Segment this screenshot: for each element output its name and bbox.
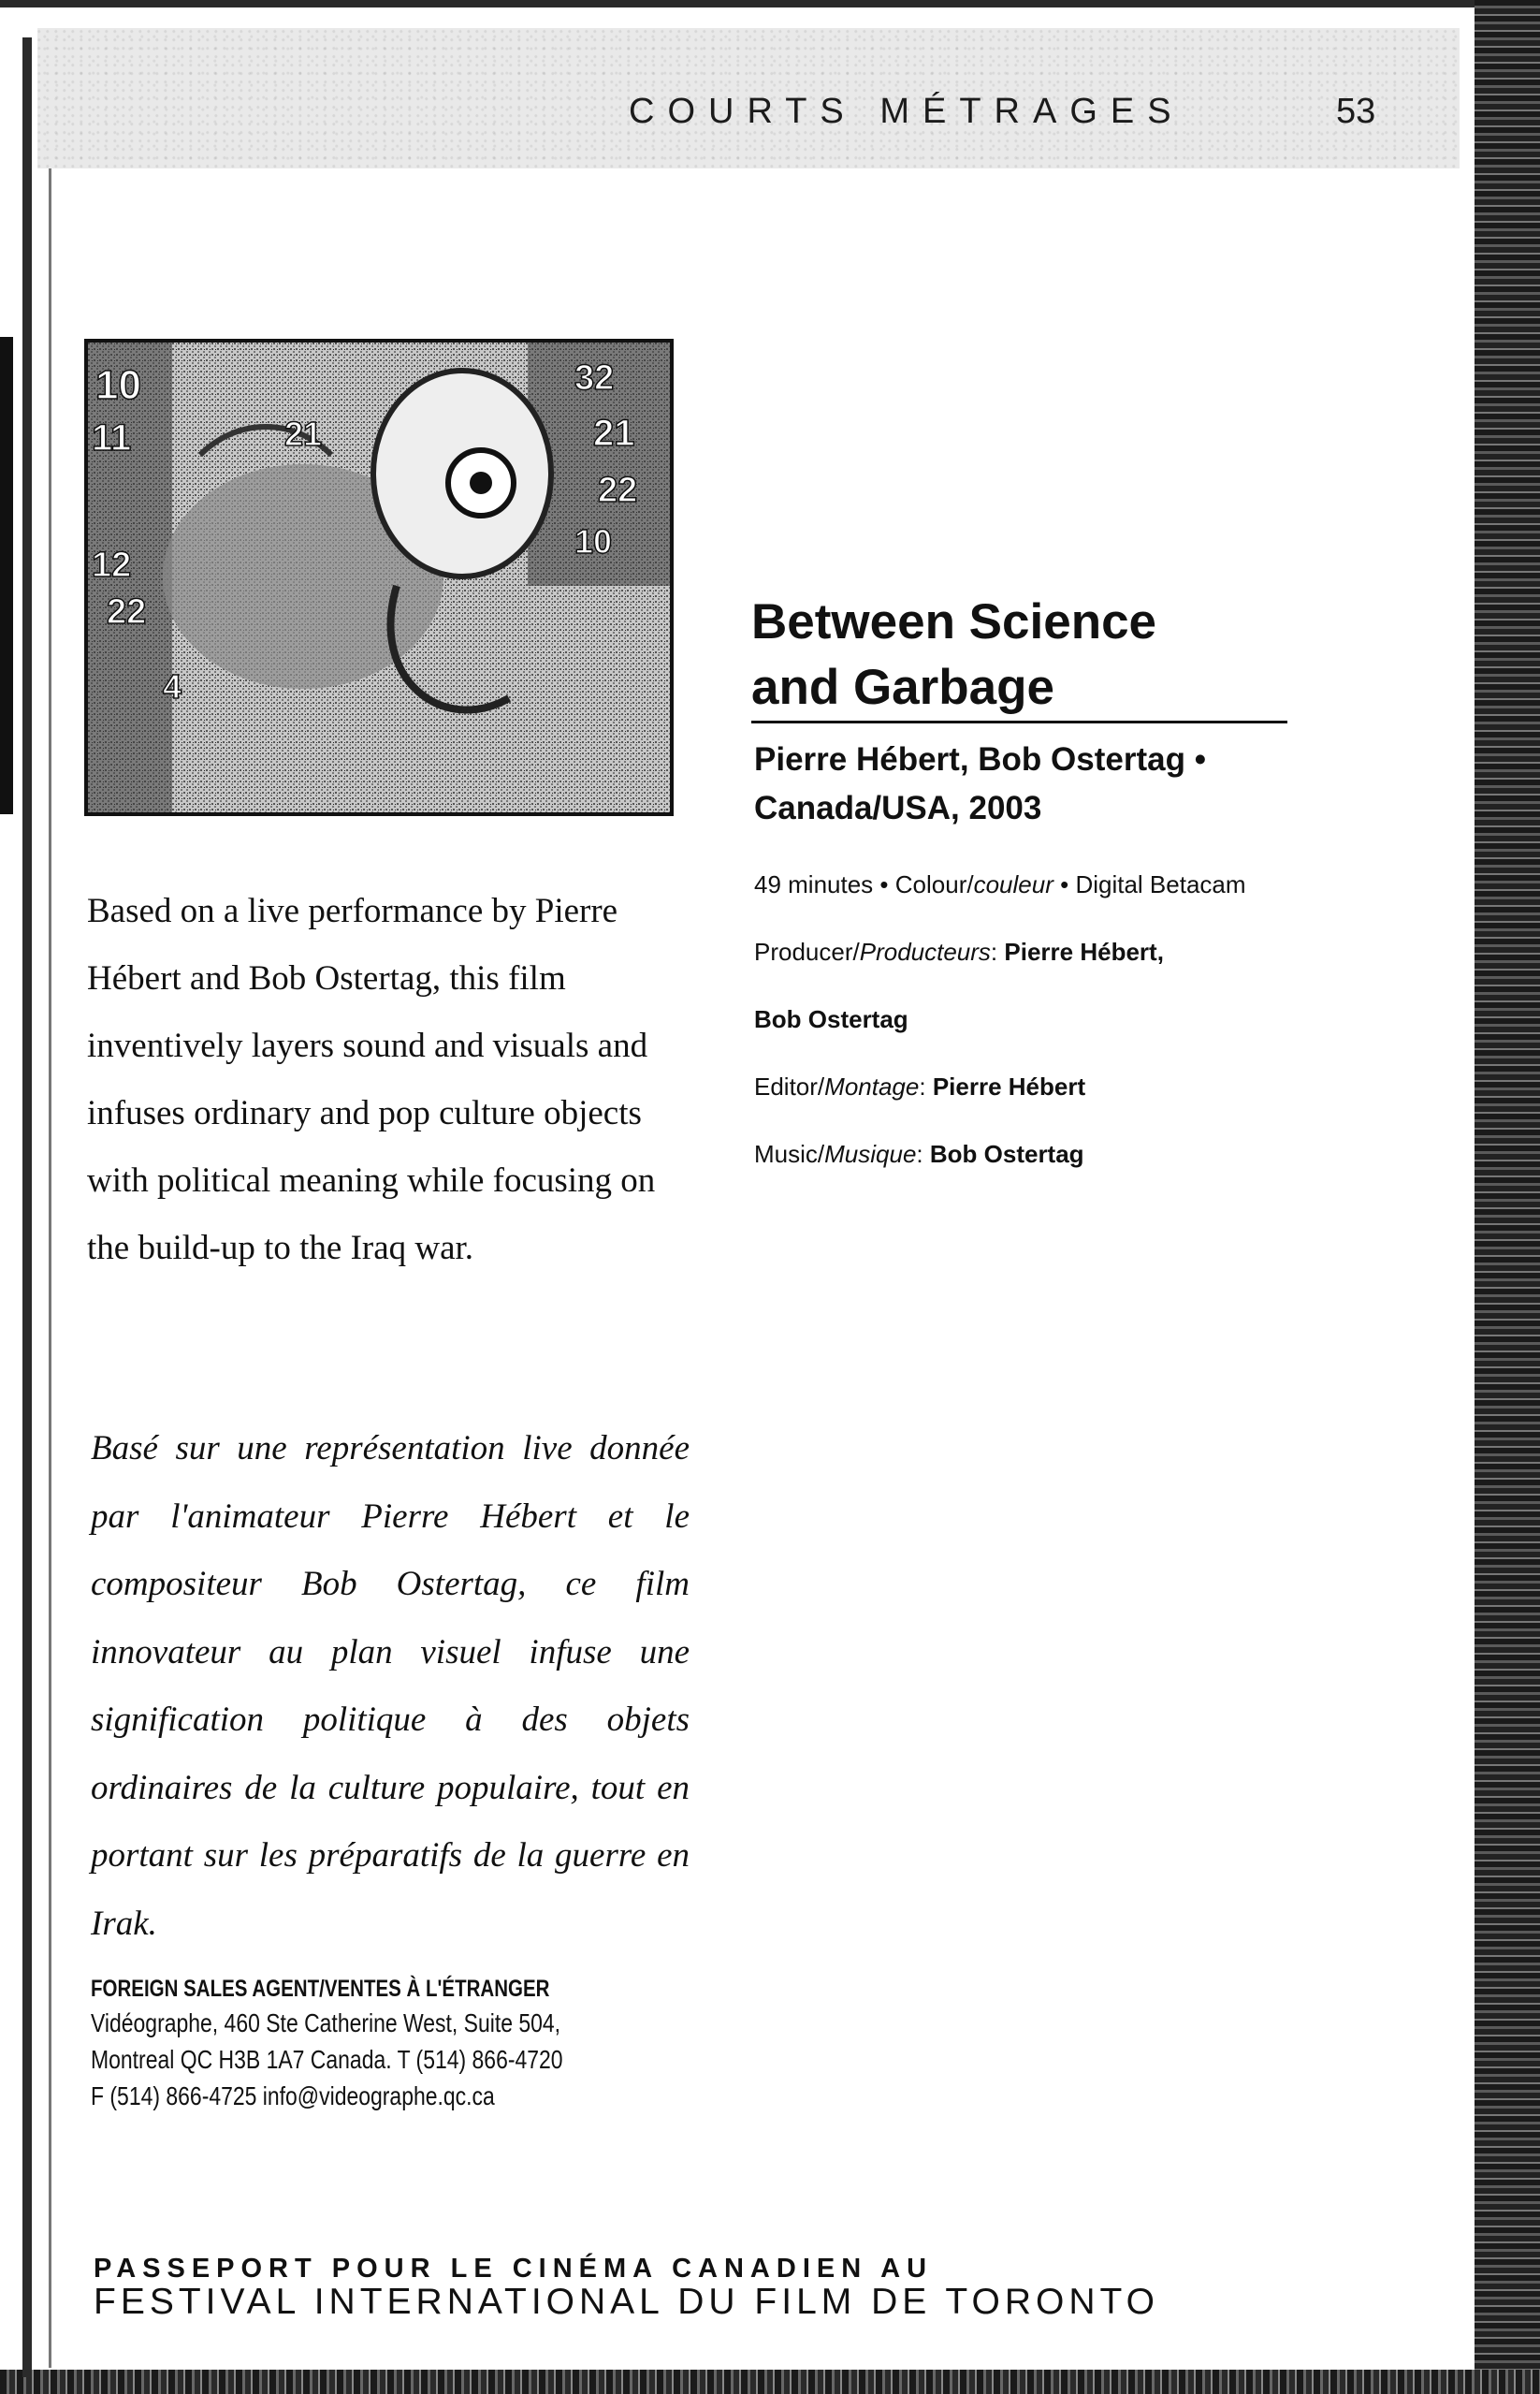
image-number: 21 xyxy=(593,413,635,454)
image-number: 32 xyxy=(574,358,615,398)
sales-address-line-1: Vidéographe, 460 Ste Catherine West, Suite 504, xyxy=(91,2008,561,2037)
music-line xyxy=(754,1140,1084,1169)
producer-label: Producer/ xyxy=(754,938,860,966)
scan-bottom-edge xyxy=(0,2370,1540,2394)
left-inner-rule xyxy=(49,131,51,2368)
colon: : xyxy=(990,938,998,966)
colon: : xyxy=(919,1073,926,1101)
colour-label-fr: couleur xyxy=(973,870,1053,898)
left-edge-block xyxy=(0,337,13,814)
image-number: 4 xyxy=(163,667,182,706)
bullet: • xyxy=(879,870,889,898)
sales-heading: FOREIGN SALES AGENT/VENTES À L'ÉTRANGER xyxy=(91,1976,550,2002)
foreign-sales-agent xyxy=(91,1973,671,2114)
editor-line xyxy=(754,1073,1085,1102)
image-number: 10 xyxy=(95,362,141,408)
music-value: Bob Ostertag xyxy=(929,1140,1084,1168)
film-still-image xyxy=(84,339,674,816)
left-margin-rule xyxy=(22,37,32,2377)
title-divider xyxy=(751,721,1287,723)
producer-value-2: Bob Ostertag xyxy=(754,1005,908,1033)
editor-value: Pierre Hébert xyxy=(932,1073,1086,1101)
image-number: 21 xyxy=(284,415,323,453)
producer-line-2 xyxy=(754,1005,908,1034)
runtime: 49 minutes xyxy=(754,870,874,898)
colour-label: Colour/ xyxy=(894,870,974,898)
film-title-line-1: Between Science xyxy=(751,594,1157,650)
directors-line: Pierre Hébert, Bob Ostertag • xyxy=(754,741,1206,778)
synopsis-french: Basé sur une représentation live donnée par l'animateur Pierre Hébert et le compositeur Bob Ostertag, ce film innovateur au plan visuel infuse une signification politique à des objets ordinaires de la culture populaire, tout en portant sur les préparatifs de la guerre en Irak. xyxy=(91,1429,690,1943)
colon: : xyxy=(916,1140,923,1168)
music-label-fr: Musique xyxy=(824,1140,917,1168)
sales-address-line-2: Montreal QC H3B 1A7 Canada. T (514) 866-4720 xyxy=(91,2045,563,2074)
bullet: • xyxy=(1060,870,1069,898)
sales-contact-line: F (514) 866-4725 info@videographe.qc.ca xyxy=(91,2081,495,2110)
footer-line-1: PASSEPORT POUR LE CINÉMA CANADIEN AU xyxy=(94,2254,934,2284)
producer-label-fr: Producteurs xyxy=(859,938,991,966)
editor-label: Editor/ xyxy=(754,1073,825,1101)
format: Digital Betacam xyxy=(1075,870,1246,898)
image-number: 12 xyxy=(92,546,132,585)
scan-right-edge xyxy=(1475,0,1540,2394)
image-number: 10 xyxy=(574,522,613,561)
image-number: 22 xyxy=(107,592,147,632)
footer-line-2: FESTIVAL INTERNATIONAL DU FILM DE TORONTO xyxy=(94,2282,1159,2322)
page-number: 53 xyxy=(1336,92,1376,131)
image-number: 22 xyxy=(598,471,638,510)
director-credits xyxy=(754,736,1287,833)
film-title xyxy=(751,590,1285,721)
producer-line xyxy=(754,938,1164,967)
section-title: COURTS MÉTRAGES xyxy=(629,92,1184,131)
producer-value: Pierre Hébert, xyxy=(1004,938,1164,966)
runtime-line xyxy=(754,870,1246,899)
country-year-line: Canada/USA, 2003 xyxy=(754,790,1042,826)
image-number: 11 xyxy=(92,417,132,459)
music-label: Music/ xyxy=(754,1140,825,1168)
synopsis-english: Based on a live performance by Pierre Hébert and Bob Ostertag, this film inventively layers sound and visuals and infuses ordinary and pop culture objects with political meaning while focusing on the build-up to the Iraq war. xyxy=(87,892,656,1267)
editor-label-fr: Montage xyxy=(824,1073,920,1101)
scan-top-edge xyxy=(0,0,1540,7)
film-title-line-2: and Garbage xyxy=(751,660,1054,715)
